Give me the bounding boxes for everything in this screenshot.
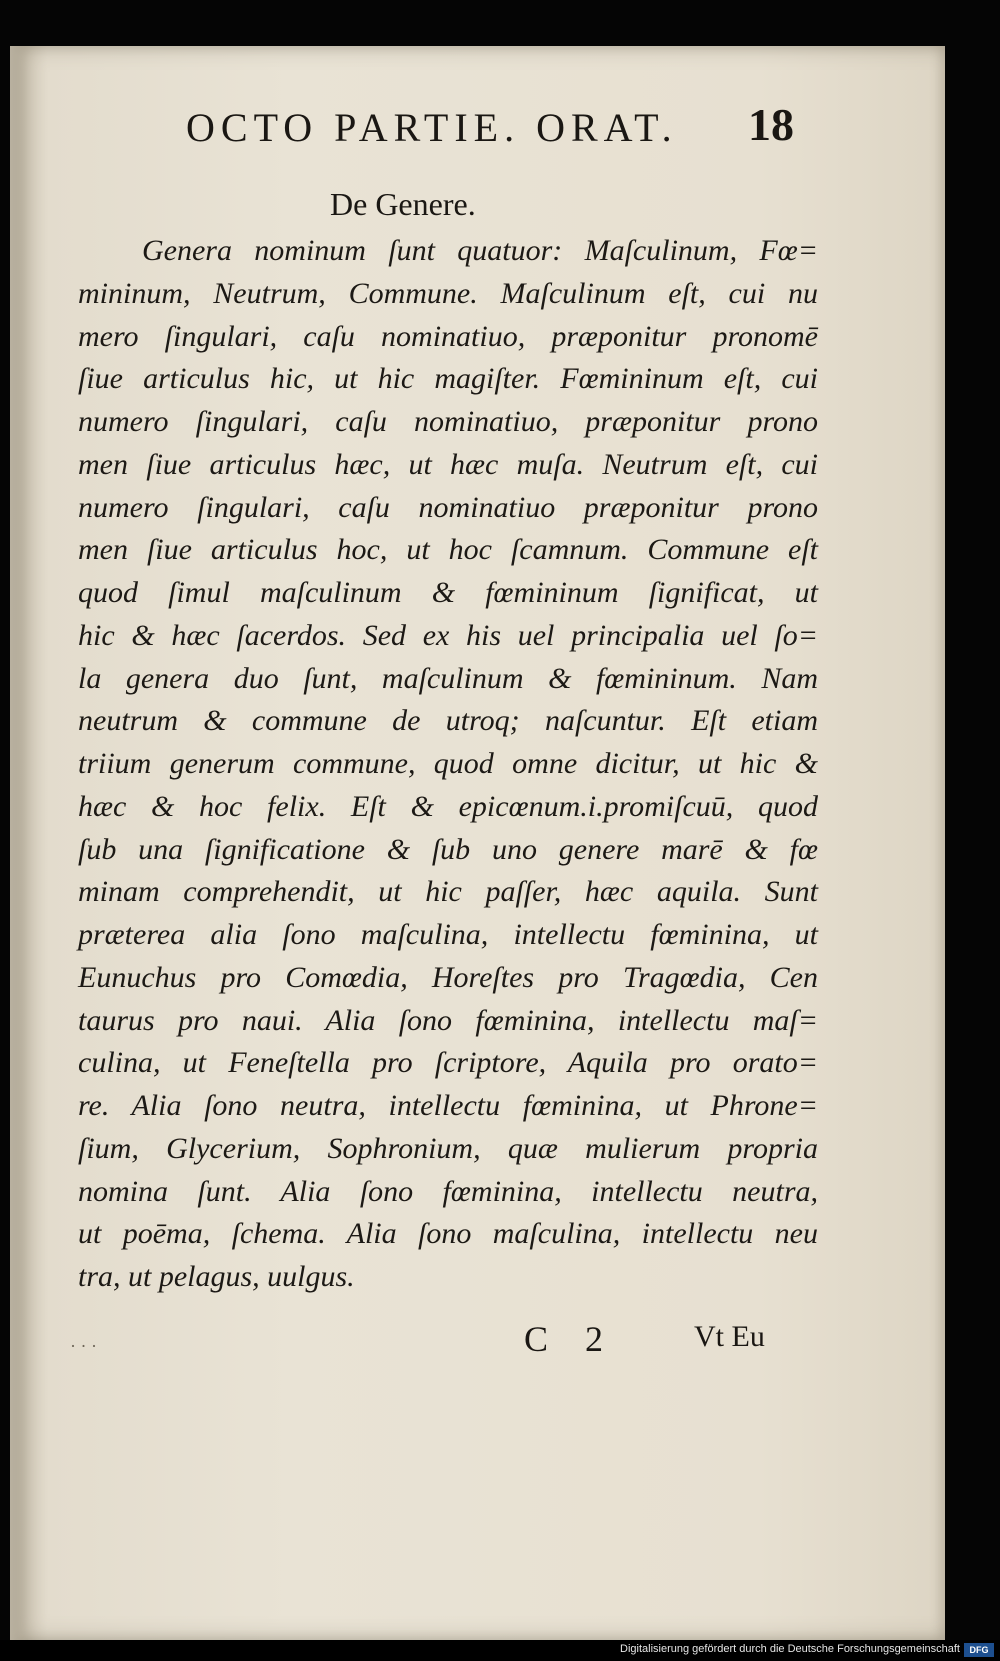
text-line: taurus pro naui. Alia ſono fœminina, intellectu maſ= <box>78 1003 818 1037</box>
text-line: ſium, Glycerium, Sophronium, quæ mulierum propria <box>78 1131 818 1165</box>
footer-bar <box>0 1640 1000 1661</box>
body-text <box>78 230 818 1299</box>
text-line: neutrum & commune de utroq; naſcuntur. Eſt etiam <box>78 704 818 738</box>
catchword: Vt Eu <box>694 1320 765 1353</box>
text-line: re. Alia ſono neutra, intellectu fœminina, ut Phrone= <box>78 1089 818 1122</box>
text-line: hic & hæc ſacerdos. Sed ex his uel principalia uel ſo= <box>78 618 818 652</box>
text-line: triium generum commune, quod omne dicitur, ut hic & <box>78 747 818 780</box>
page-number: 18 <box>748 99 794 150</box>
text-line: tra, ut pelagus, uulgus. <box>78 1260 355 1293</box>
text-line: prætereа alia ſono maſculina, intellectu fœminina, ut <box>78 918 818 951</box>
text-line: mero ſingulari, caſu nominatiuo, præponitur pronomē <box>78 319 818 353</box>
text-line: mininum, Neutrum, Commune. Maſculinum eſt, cui nu <box>78 276 818 310</box>
text-line: Genera nominum ſunt quatuor: Maſculinum, Fœ= <box>142 234 818 267</box>
text-line: hæc & hoc felix. Eſt & epicœnum.i.promiſcuū, quod <box>78 789 818 823</box>
text-line: ſub una ſignificatione & ſub uno genere marē & fœ <box>78 832 818 866</box>
text-line: minam comprehendit, ut hic paſſer, hæc aquila. Sunt <box>78 875 818 909</box>
text-line: la genera duo ſunt, maſculinum & fœmininum. Nam <box>78 661 818 695</box>
text-line: nomina ſunt. Alia ſono fœminina, intellectu neutra, <box>78 1174 818 1208</box>
dfg-logo-icon: DFG <box>964 1643 994 1657</box>
section-title: De Genere. <box>330 186 476 222</box>
footer-credit: Digitalisierung gefördert durch die Deutsche Forschungsgemeinschaft <box>620 1643 960 1655</box>
text-line: ſiue articulus hic, ut hic magiſter. Fœmininum eſt, cui <box>78 362 818 396</box>
text-line: men ſiue articulus hæc, ut hæc muſa. Neutrum eſt, cui <box>78 447 818 481</box>
text-line: Eunuchus pro Comœdia, Horeſtes pro Tragœdia, Cen <box>78 960 818 994</box>
text-line: ut poēma, ſchema. Alia ſono maſculina, intellectu neu <box>78 1217 818 1251</box>
text-line: numero ſingulari, caſu nominatiuo, præponitur prono <box>78 405 818 438</box>
signature-mark: C 2 <box>524 1319 618 1359</box>
text-line: numero ſingulari, caſu nominatiuo præponitur prono <box>78 490 818 524</box>
text-line: men ſiue articulus hoc, ut hoc ſcamnum. Commune eſt <box>78 533 818 567</box>
page-gutter-shadow <box>10 46 28 1640</box>
text-line: quod ſimul maſculinum & fœmininum ſignificat, ut <box>78 576 818 609</box>
ink-smudge: · · · <box>70 1336 97 1356</box>
running-head: OCTO PARTIE. ORAT. <box>186 105 678 150</box>
text-line: culina, ut Feneſtella pro ſcriptore, Aquila pro orato= <box>78 1046 818 1080</box>
